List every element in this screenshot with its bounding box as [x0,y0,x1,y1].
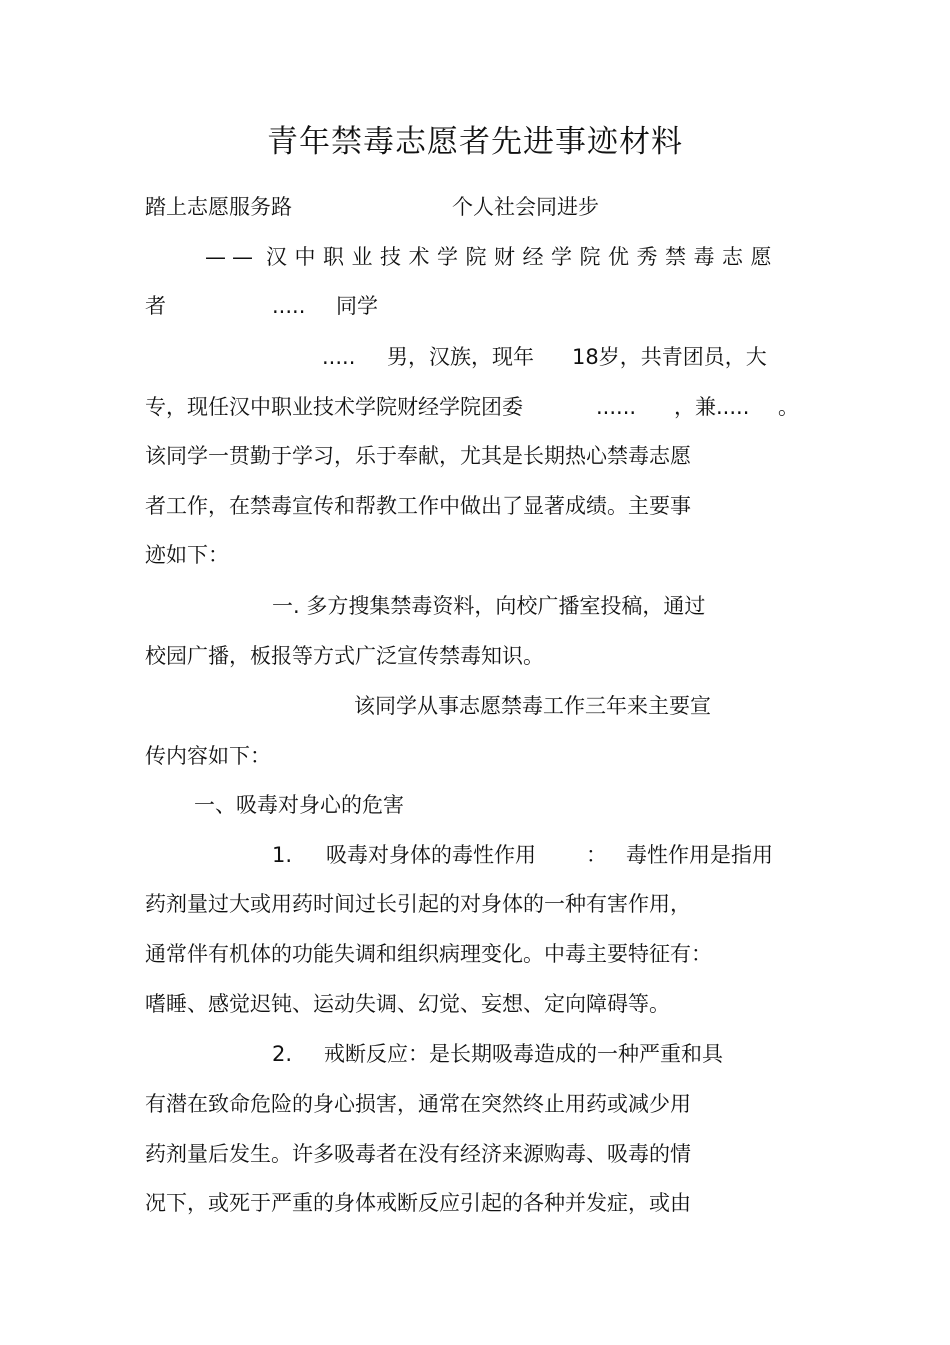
page-title: 青年禁毒志愿者先进事迹材料 [267,124,683,160]
intro-line2-d: 。 [778,395,799,419]
subtitle-left: 踏上志愿服务路 [145,195,292,219]
harm-item2-line2: 有潜在致命危险的身心损害，通常在突然终止用药或减少用 [145,1092,691,1116]
intro-line2-c: ，兼..... [674,395,750,419]
byline-dash: —— [205,245,259,269]
harm-item1-line4: 嗜睡、感觉迟钝、运动失调、幻觉、妄想、定向障碍等。 [145,992,670,1016]
harm-item1-label: 吸毒对身体的毒性作用 [326,843,536,867]
harm-item2-line4: 况下，或死于严重的身体戒断反应引起的各种并发症，或由 [145,1191,691,1215]
byline-end-c: 同学 [336,294,378,318]
intro-line2-a: 专，现任汉中职业技术学院财经学院团委 [145,395,523,419]
subtitle-right: 个人社会同进步 [452,195,599,219]
section1-line2: 校园广播，板报等方式广泛宣传禁毒知识。 [145,644,544,668]
intro-part1: 男，汉族，现年 [387,345,534,369]
intro-age: 18岁，共青团员，大 [572,345,767,369]
section1-body-line2: 传内容如下： [145,744,271,768]
harm-item1-text: 毒性作用是指用 [626,843,773,867]
harm-item1-line3: 通常伴有机体的功能失调和组织病理变化。中毒主要特征有： [145,942,712,966]
byline-main: 汉中职业技术学院财经学院优秀禁毒志愿 [266,245,779,269]
intro-name: ..... [322,345,356,369]
harm-item1-num: 1. [272,843,293,867]
intro-line3: 该同学一贯勤于学习，乐于奉献，尤其是长期热心禁毒志愿 [145,444,691,468]
harm-item1-colon: ： [586,843,607,867]
harm-item2-num: 2. [272,1042,293,1066]
byline-end-a: 者 [145,294,166,318]
harm-item1-line2: 药剂量过大或用药时间过长引起的对身体的一种有害作用， [145,892,691,916]
harm-heading: 一、吸毒对身心的危害 [194,793,404,817]
section1-body-line1: 该同学从事志愿禁毒工作三年来主要宣 [354,694,711,718]
intro-line5: 迹如下： [145,543,229,567]
intro-line2-b: ...... [596,395,637,419]
section1-heading: 一. 多方搜集禁毒资料，向校广播室投稿，通过 [272,594,706,618]
byline-end-b: ..... [272,294,306,318]
harm-item2-line3: 药剂量后发生。许多吸毒者在没有经济来源购毒、吸毒的情 [145,1142,691,1166]
intro-line4: 者工作，在禁毒宣传和帮教工作中做出了显著成绩。主要事 [145,494,691,518]
harm-item2-text: 戒断反应：是长期吸毒造成的一种严重和具 [324,1042,723,1066]
